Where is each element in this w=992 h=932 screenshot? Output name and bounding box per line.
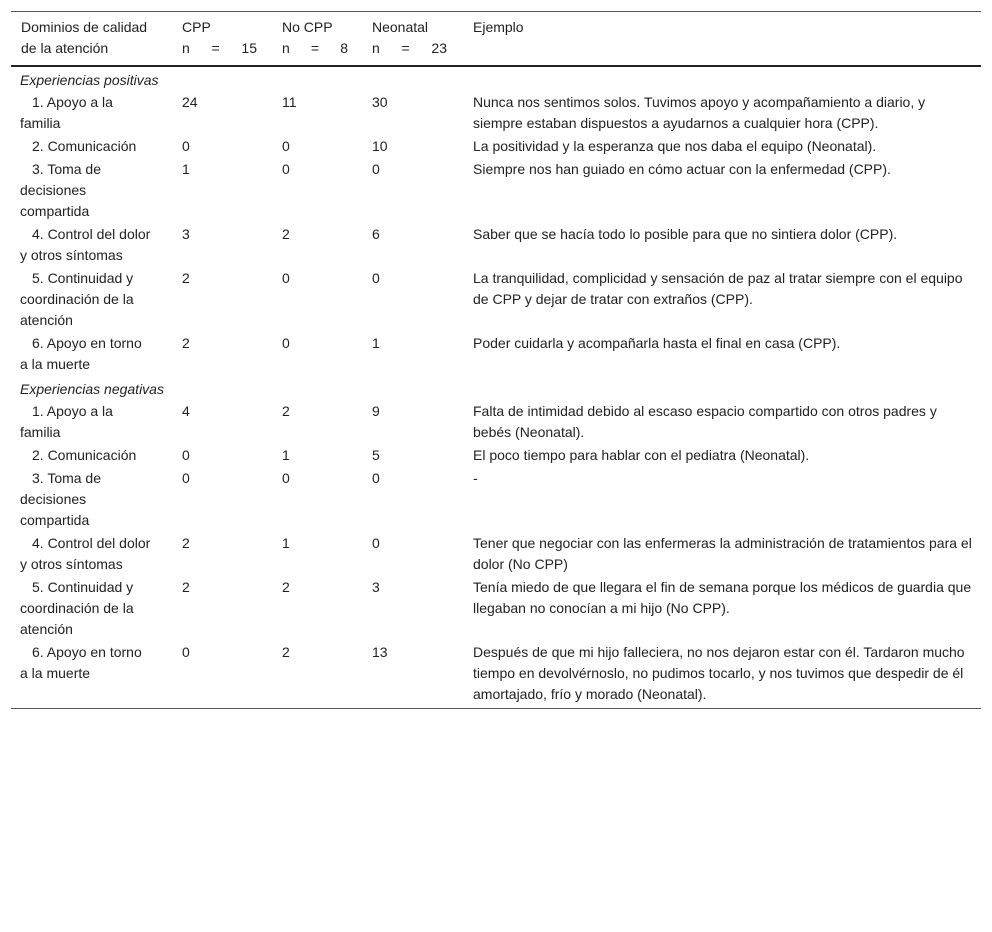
domain-label: 1. Apoyo a la familia [20, 403, 113, 440]
quality-domains-table [11, 11, 981, 709]
cell-neonatal: 10 [372, 138, 388, 154]
cell-domain [11, 467, 172, 532]
cell-nocpp: 0 [282, 470, 290, 486]
cell-neonatal: 1 [372, 335, 380, 351]
header-neonatal-n-value: 23 [431, 40, 447, 56]
cell-example: Tener que negociar con las enfermeras la administración de tratamientos para el dolor (No CPP) [473, 535, 972, 572]
cell-cpp: 2 [182, 535, 190, 551]
cell-domain [11, 91, 172, 135]
header-nocpp-n-value: 8 [340, 40, 348, 56]
section-row [11, 66, 981, 91]
cell-domain [11, 532, 172, 576]
cell-nocpp: 0 [282, 270, 290, 286]
table-row [11, 332, 981, 376]
header-nocpp [272, 12, 362, 67]
cell-nocpp: 2 [282, 579, 290, 595]
cell-cpp: 2 [182, 335, 190, 351]
header-neonatal-n-equals: = [401, 40, 410, 56]
cell-domain [11, 267, 172, 332]
table-row [11, 267, 981, 332]
domain-label: 6. Apoyo en torno a la muerte [20, 644, 142, 681]
header-neonatal-n-symbol: n [372, 40, 380, 56]
cell-domain [11, 576, 172, 641]
header-neonatal-n [372, 38, 447, 59]
cell-neonatal: 13 [372, 644, 388, 660]
cell-cpp: 24 [182, 94, 198, 110]
cell-cpp: 0 [182, 138, 190, 154]
header-domain: Dominios de calidad de la atención [21, 19, 148, 56]
domain-label: 4. Control del dolor y otros síntomas [20, 226, 151, 263]
domain-label: 5. Continuidad y coordinación de la atención [20, 270, 134, 328]
cell-cpp: 2 [182, 270, 190, 286]
header-nocpp-n-equals: = [310, 40, 320, 56]
cell-cpp: 3 [182, 226, 190, 242]
table-row [11, 223, 981, 267]
table-header [11, 12, 981, 67]
table-row [11, 444, 981, 467]
cell-cpp: 0 [182, 644, 190, 660]
table-row [11, 641, 981, 709]
header-cpp-n-symbol: n [182, 40, 190, 56]
table-row [11, 532, 981, 576]
table-row [11, 158, 981, 223]
cell-nocpp: 0 [282, 161, 290, 177]
header-cpp [172, 12, 272, 67]
cell-domain [11, 332, 172, 376]
section-title: Experiencias positivas [20, 72, 159, 88]
cell-example: Falta de intimidad debido al escaso espacio compartido con otros padres y bebés (Neonatal). [473, 403, 937, 440]
header-cpp-n-value: 15 [241, 40, 257, 56]
cell-example: Poder cuidarla y acompañarla hasta el final en casa (CPP). [473, 335, 841, 351]
table-row [11, 91, 981, 135]
table-row [11, 135, 981, 158]
cell-example: Tenía miedo de que llegara el fin de semana porque los médicos de guardia que llegaban no conocían a mi hijo (No CPP). [473, 579, 972, 616]
header-cpp-label: CPP [182, 19, 211, 35]
cell-neonatal: 0 [372, 161, 380, 177]
table-row [11, 467, 981, 532]
domain-label: 5. Continuidad y coordinación de la atención [20, 579, 134, 637]
table-row [11, 576, 981, 641]
cell-example: La tranquilidad, complicidad y sensación de paz al tratar siempre con el equipo de CPP y dejar de tratar con extraños (CPP). [473, 270, 963, 307]
cell-example: La positividad y la esperanza que nos daba el equipo (Neonatal). [473, 138, 877, 154]
domain-label: 3. Toma de decisiones compartida [20, 470, 102, 528]
cell-example: Después de que mi hijo falleciera, no nos dejaron estar con él. Tardaron mucho tiempo en devolvérnoslo, no pudimos tocarlo, y nos tuvimos que despedir de él amortajado, frío y morado (Neonatal). [473, 644, 965, 702]
cell-example: Saber que se hacía todo lo posible para que no sintiera dolor (CPP). [473, 226, 898, 242]
header-nocpp-n-symbol: n [282, 40, 290, 56]
table-body [11, 66, 981, 709]
header-nocpp-n [282, 38, 348, 59]
cell-nocpp: 0 [282, 335, 290, 351]
cell-example: - [473, 470, 478, 486]
cell-cpp: 0 [182, 470, 190, 486]
header-example: Ejemplo [473, 19, 524, 35]
cell-nocpp: 1 [282, 535, 290, 551]
cell-nocpp: 2 [282, 226, 290, 242]
cell-nocpp: 1 [282, 447, 290, 463]
cell-neonatal: 5 [372, 447, 380, 463]
domain-label: 1. Apoyo a la familia [20, 94, 113, 131]
cell-neonatal: 0 [372, 270, 380, 286]
cell-neonatal: 0 [372, 470, 380, 486]
cell-example: Siempre nos han guiado en cómo actuar con la enfermedad (CPP). [473, 161, 891, 177]
table-row [11, 400, 981, 444]
cell-cpp: 0 [182, 447, 190, 463]
cell-domain [11, 641, 172, 709]
cell-neonatal: 3 [372, 579, 380, 595]
cell-domain [11, 223, 172, 267]
header-neonatal [362, 12, 463, 67]
cell-nocpp: 0 [282, 138, 290, 154]
cell-neonatal: 9 [372, 403, 380, 419]
cell-domain [11, 444, 172, 467]
domain-label: 2. Comunicación [32, 138, 137, 154]
domain-label: 4. Control del dolor y otros síntomas [20, 535, 151, 572]
cell-cpp: 2 [182, 579, 190, 595]
domain-label: 6. Apoyo en torno a la muerte [20, 335, 142, 372]
header-neonatal-label: Neonatal [372, 19, 429, 35]
cell-cpp: 4 [182, 403, 190, 419]
header-row [11, 12, 981, 67]
cell-example: El poco tiempo para hablar con el pediatra (Neonatal). [473, 447, 810, 463]
cell-neonatal: 0 [372, 535, 380, 551]
table-container [11, 11, 981, 709]
header-nocpp-label: No CPP [282, 19, 333, 35]
section-row [11, 376, 981, 400]
domain-label: 3. Toma de decisiones compartida [20, 161, 102, 219]
cell-nocpp: 11 [282, 94, 297, 110]
header-cpp-n [182, 38, 257, 59]
cell-domain [11, 158, 172, 223]
domain-label: 2. Comunicación [32, 447, 137, 463]
cell-nocpp: 2 [282, 403, 290, 419]
cell-domain [11, 400, 172, 444]
section-title: Experiencias negativas [20, 381, 164, 397]
cell-neonatal: 6 [372, 226, 380, 242]
cell-nocpp: 2 [282, 644, 290, 660]
cell-domain [11, 135, 172, 158]
header-cpp-n-equals: = [211, 40, 220, 56]
cell-example: Nunca nos sentimos solos. Tuvimos apoyo y acompañamiento a diario, y siempre estaban dispuestos a ayudarnos a cualquier hora (CPP). [473, 94, 926, 131]
cell-cpp: 1 [182, 161, 190, 177]
cell-neonatal: 30 [372, 94, 388, 110]
